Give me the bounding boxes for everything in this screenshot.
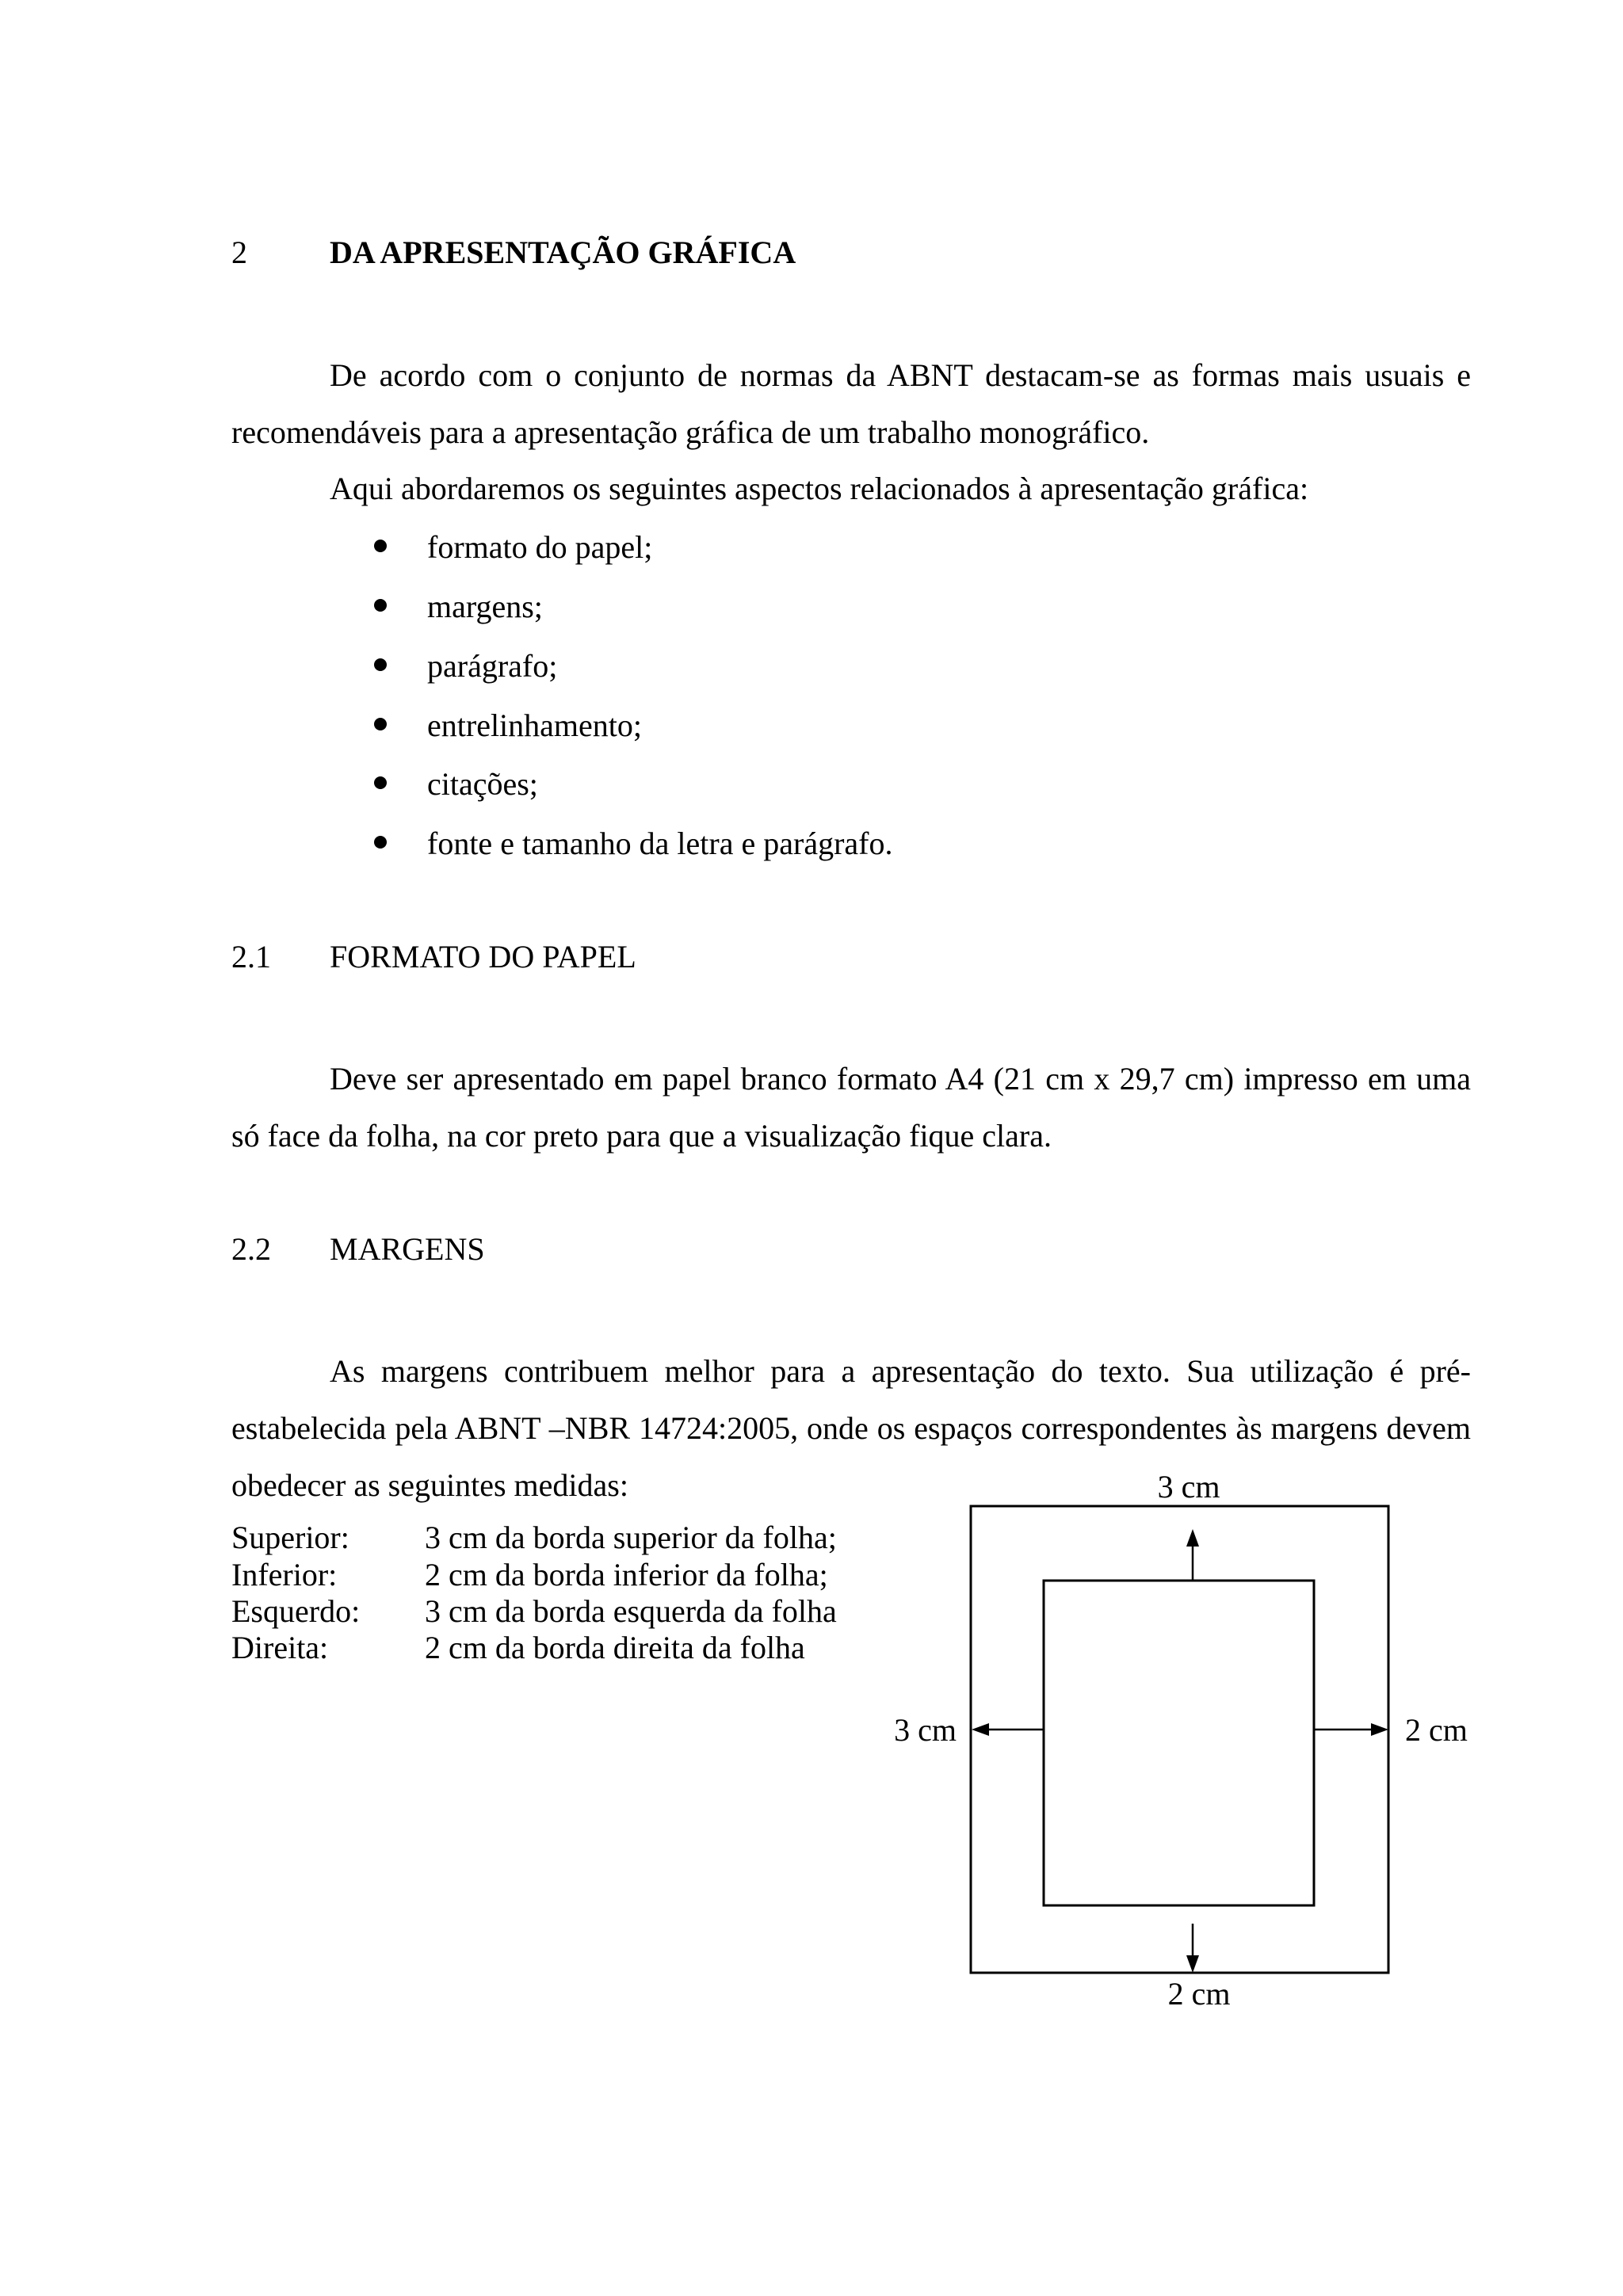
measure-value: 3 cm da borda superior da folha; (425, 1520, 837, 1555)
margins-paragraph: As margens contribuem melhor para a apresentação do texto. Sua utilização é pré-estabelecida pela ABNT –NBR 14724:2005, onde os espaços correspondentes às margens devem obedecer as seguintes medidas: (231, 1353, 1471, 1503)
measure-label: Inferior: (231, 1557, 338, 1592)
right-margin-arrow (1314, 1723, 1388, 1736)
top-margin-arrow (1186, 1529, 1199, 1581)
measure-label: Direita: (231, 1630, 329, 1665)
left-margin-arrow (972, 1723, 1044, 1736)
paper-format-paragraph: Deve ser apresentado em papel branco formato A4 (21 cm x 29,7 cm) impresso em uma só face da folha, na cor preto para que a visualização fique clara. (231, 1061, 1471, 1154)
subsection-number: 2.1 (231, 939, 271, 974)
bottom-margin-arrow (1186, 1924, 1199, 1973)
subsection-number: 2.2 (231, 1231, 271, 1267)
measure-value: 2 cm da borda inferior da folha; (425, 1557, 828, 1592)
measure-value: 3 cm da borda esquerda da folha (425, 1593, 837, 1629)
subsection-title: FORMATO DO PAPEL (330, 939, 636, 974)
intro-paragraph: De acordo com o conjunto de normas da ABNT destacam-se as formas mais usuais e recomendáveis para a apresentação gráfica de um trabalho monográfico. (231, 357, 1471, 450)
text-area-outline (1044, 1581, 1314, 1905)
measure-label: Superior: (231, 1520, 349, 1555)
diagram-left-label: 3 cm (894, 1712, 957, 1748)
diagram-right-label: 2 cm (1405, 1712, 1468, 1748)
page-outline (971, 1506, 1388, 1973)
document-page: 2 DA APRESENTAÇÃO GRÁFICA De acordo com o conjunto de normas da ABNT destacam-se as formas mais usuais e recomendáveis para a apresentação gráfica de um trabalho monográfico. Aqui abordaremos os seguintes aspectos relacionados à apresentação gráfica: formato do papel; margens; parágrafo; entrelinhamento; citações; fonte e tamanho da letra e parágrafo. 2.1 FORMATO DO PAPEL Deve ser apresentado em papel branco formato A4 (21 cm x 29,7 cm) impresso em uma só face da folha, na cor preto para que a visualização fique clara. 2.2 MARGENS As margens contribuem melhor para a apresentação do texto. Sua utilização é pré-estabelecida pela ABNT –NBR 14724:2005, onde os espaços correspondentes às margens devem obedecer as seguintes medidas: Superior: 3 cm da borda superior da folha; Inferior: 2 cm da borda inferior da folha; Esquerdo: 3 cm da borda esquerda da folha Direita: 2 cm da borda direita da folha 3 cm 3 cm 2 cm 2 cm (0, 0, 1623, 2296)
aspects-intro-line: Aqui abordaremos os seguintes aspectos relacionados à apresentação gráfica: (330, 471, 1309, 506)
diagram-top-label: 3 cm (1157, 1469, 1220, 1505)
subsection-title: MARGENS (330, 1231, 485, 1267)
section-number: 2 (231, 235, 247, 270)
diagram-bottom-label: 2 cm (1167, 1976, 1231, 2012)
measure-value: 2 cm da borda direita da folha (425, 1630, 805, 1665)
measure-label: Esquerdo: (231, 1593, 361, 1629)
section-title: DA APRESENTAÇÃO GRÁFICA (330, 235, 796, 270)
